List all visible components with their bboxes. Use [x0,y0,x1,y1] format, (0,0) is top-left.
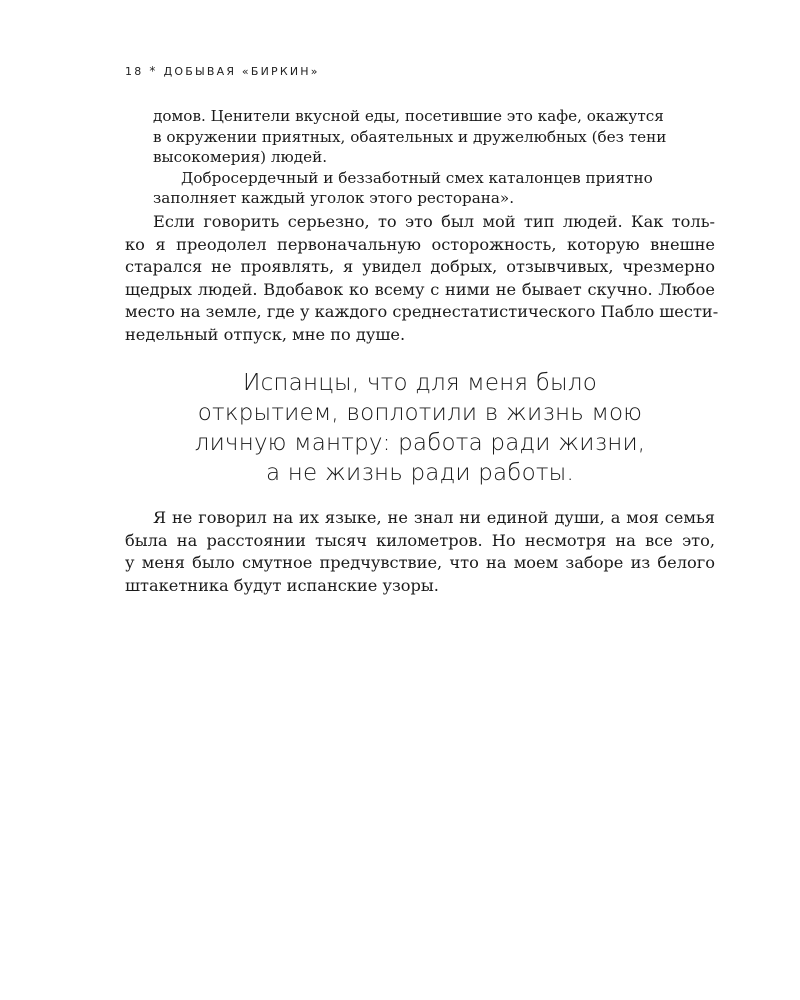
quoted-passage [153,106,693,209]
pull-quote-line: Испанцы, что для меня было [243,370,597,396]
paragraph-line: была на расстоянии тысяч километров. Но несмотря на все это, [125,530,715,550]
pull-quote-line: личную мантру: работа ради жизни, [194,430,646,456]
quote-line: домов. Ценители вкусной еды, посетившие это кафе, окажутся [153,107,664,125]
running-title: ДОБЫВАЯ «БИРКИН» [163,65,320,78]
pull-quote-line: открытием, воплотили в жизнь мою [197,400,643,426]
body-paragraph-1 [125,211,719,346]
paragraph-line: щедрых людей. Вдобавок ко всему с ними не бывает скучно. Любое [125,279,715,299]
quote-line: в окружении приятных, обаятельных и дружелюбных (без тени [153,127,667,146]
paragraph-line: Я не говорил на их языке, не знал ни единой души, а моя семья [153,508,715,527]
asterisk-separator: * [149,64,158,78]
paragraph-line: недельный отпуск, мне по душе. [125,324,406,344]
pull-quote-line: а не жизнь ради работы. [266,460,574,486]
paragraph-line: Если говорить серьезно, то это был мой тип людей. Как толь- [153,212,715,231]
page-number: 18 [125,65,144,78]
quote-line: высокомерия) людей. [153,148,328,166]
paragraph-line: старался не проявлять, я увидел добрых, отзывчивых, чрезмерно [125,257,715,276]
pull-quote [125,368,715,488]
running-header [125,64,320,78]
quote-line: заполняет каждый уголок этого ресторана». [153,189,515,207]
paragraph-line: место на земле, где у каждого среднестатистического Пабло шести- [125,302,719,321]
paragraph-line: штакетника будут испанские узоры. [125,575,439,595]
paragraph-line: ко я преодолел первоначальную осторожность, которую внешне [125,234,715,254]
body-paragraph-2 [125,507,715,597]
quote-line: Добросердечный и беззаботный смех каталонцев приятно [181,168,653,187]
paragraph-line: у меня было смутное предчувствие, что на моем заборе из белого [125,553,715,572]
